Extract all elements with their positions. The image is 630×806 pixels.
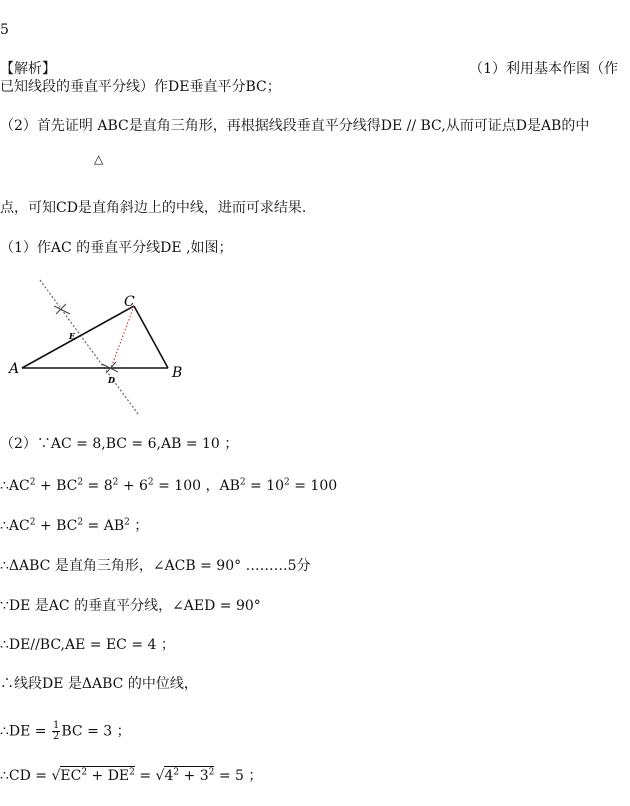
- hint2-continuation: 点，可知CD是直角斜边上的中线，进而可求结果.: [0, 200, 307, 216]
- step-right-triangle: ∴ΔABC 是直角三角形，∠ACB = 90° ………5分: [0, 558, 311, 574]
- segment-cd: [111, 306, 134, 368]
- step-midline: ∴线段DE 是ΔABC 的中位线，: [0, 676, 198, 692]
- analysis-label: 【解析】: [0, 61, 56, 77]
- label-b: B: [172, 365, 183, 381]
- hint2-text: （2）首先证明 ABC是直角三角形，再根据线段垂直平分线得DE // BC,从而可证点D是AB的中: [0, 118, 590, 134]
- label-d: D: [108, 375, 115, 385]
- solution-part1: （1）作AC 的垂直平分线DE ,如图；: [0, 240, 233, 256]
- side-bc: [134, 306, 168, 368]
- step-bisector: ∵DE 是AC 的垂直平分线，∠AED = 90°: [0, 598, 261, 614]
- hint1-text: （1）利用基本作图（作: [469, 61, 618, 77]
- page-number: 5: [0, 22, 9, 38]
- step-parallel: ∴DE//BC,AE = EC = 4 ；: [0, 637, 175, 653]
- label-e: E: [69, 331, 76, 341]
- hint1-continuation: 已知线段的垂直平分线）作DE垂直平分BC；: [0, 79, 281, 95]
- step-cd-length: ∴CD = $√EC^2 + DE^2 = √4^2 + 3^2 = 5$ ；: [0, 767, 263, 784]
- label-a: A: [9, 361, 20, 377]
- geometry-figure: [0, 276, 200, 421]
- step-pythagoras: $\therefore AC^2 + BC^2 = AB^2$ ；: [0, 517, 149, 534]
- side-ac: [22, 306, 134, 368]
- step-given: （2）∵AC = 8,BC = 6,AB = 10 ；: [0, 436, 239, 452]
- step-sum-squares: $\therefore AC^2 + BC^2 = 8^2 + 6^2 = 100$ ，$AB^2 = 10^2 = 100$: [0, 477, 338, 494]
- arc-mark-top: [54, 304, 70, 314]
- label-c: C: [124, 294, 135, 310]
- step-de-length: ∴DE = $\frac{1}{2}$ BC = 3 ；: [0, 720, 131, 742]
- triangle-mark: △: [94, 152, 104, 166]
